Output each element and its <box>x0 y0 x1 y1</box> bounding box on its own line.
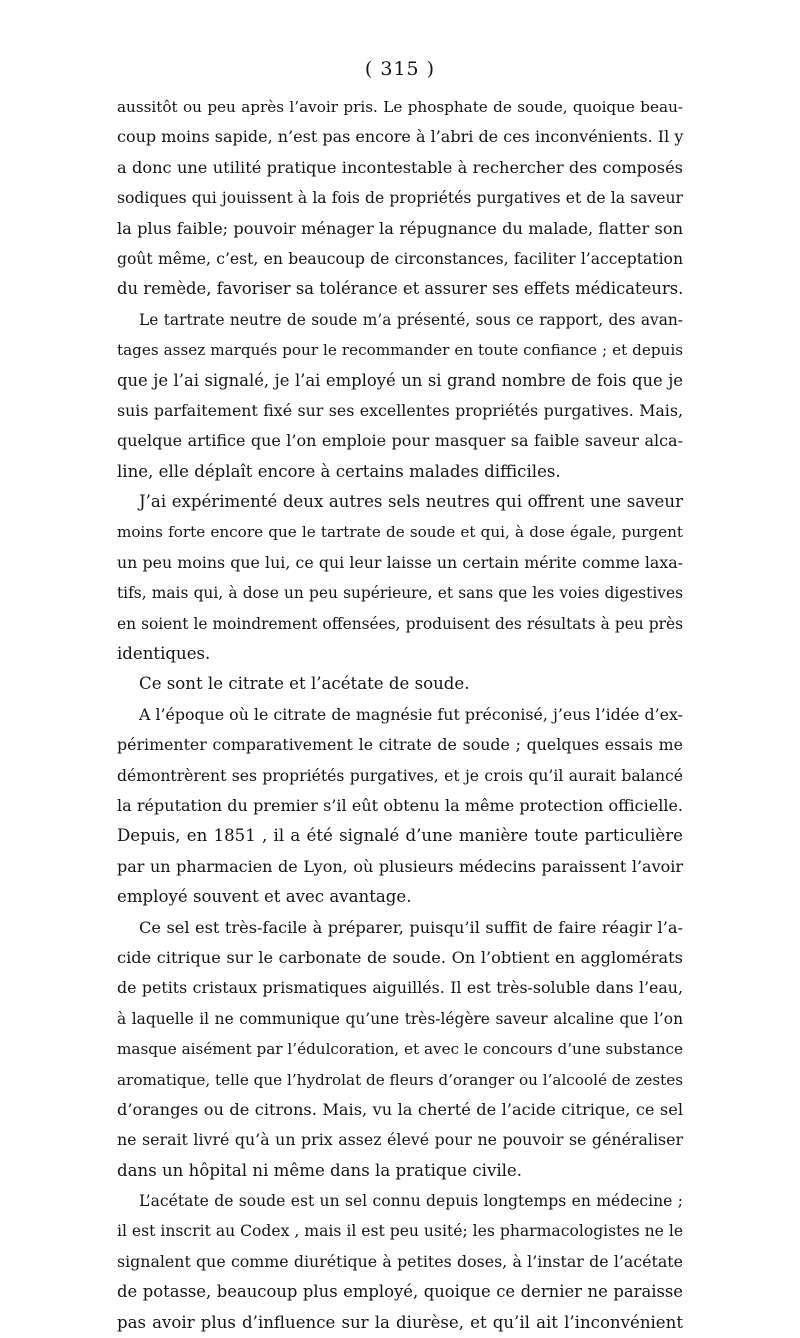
text-line: signalent que comme diurétique à petites doses, à l’instar de l’acétate <box>117 1251 683 1271</box>
text-line: Le tartrate neutre de soude m’a présenté, sous ce rapport, des avan- <box>139 310 683 329</box>
text-line: identiques. <box>117 644 211 664</box>
text-line: dans un hôpital ni même dans la pratique civile. <box>117 1160 523 1180</box>
text-line: quelque artifice que l’on emploie pour masquer sa faible saveur alca- <box>117 431 683 451</box>
text-line: par un pharmacien de Lyon, où plusieurs médecins paraissent l’avoir <box>117 856 683 876</box>
text-line: coup moins sapide, n’est pas encore à l’abri de ces inconvénients. Il y <box>117 127 684 147</box>
body-text <box>117 92 683 1338</box>
text-line: de petits cristaux prismatiques aiguillés. Il est très-soluble dans l’eau, <box>117 978 683 998</box>
text-line: cide citrique sur le carbonate de soude. On l’obtient en agglomérats <box>117 947 683 967</box>
text-line: du remède, favoriser sa tolérance et assurer ses effets médicateurs. <box>117 279 684 299</box>
text-line: d’oranges ou de citrons. Mais, vu la cherté de l’acide citrique, ce sel <box>117 1099 683 1119</box>
text-line: sodiques qui jouissent à la fois de propriétés purgatives et de la saveur <box>117 189 683 208</box>
text-line: A l’époque où le citrate de magnésie fut préconisé, j’eus l’idée d’ex- <box>139 704 683 724</box>
text-line: aussitôt ou peu après l’avoir pris. Le phosphate de soude, quoique beau- <box>117 98 683 116</box>
text-line: Depuis, en 1851 , il a été signalé d’une manière toute particulière <box>117 826 683 846</box>
text-line: périmenter comparativement le citrate de soude ; quelques essais me <box>117 735 683 755</box>
paragraph-3 <box>117 487 683 669</box>
text-line: la réputation du premier s’il eût obtenu la même protection officielle. <box>117 795 683 815</box>
text-line: masque aisément par l’édulcoration, et avec le concours d’une substance <box>117 1040 683 1059</box>
text-line: que je l’ai signalé, je l’ai employé un si grand nombre de fois que je <box>117 370 683 390</box>
text-line: J’ai expérimenté deux autres sels neutres qui offrent une saveur <box>139 492 683 512</box>
paragraph-5 <box>117 700 683 913</box>
text-line: aromatique, telle que l’hydrolat de fleurs d’oranger ou l’alcoolé de zestes <box>117 1070 683 1089</box>
text-line: tifs, mais qui, à dose un peu supérieure, et sans que les voies digestives <box>117 584 683 603</box>
paragraph-1 <box>117 92 683 305</box>
text-line: ne serait livré qu’à un prix assez élevé pour ne pouvoir se généraliser <box>117 1130 683 1150</box>
text-line: Ce sont le citrate et l’acétate de soude. <box>139 674 470 694</box>
paragraph-7 <box>117 1186 683 1338</box>
text-line: L’acétate de soude est un sel connu depuis longtemps en médecine ; <box>139 1192 683 1211</box>
text-line: un peu moins que lui, ce qui leur laisse un certain mérite comme laxa- <box>117 552 683 572</box>
text-line: démontrèrent ses propriétés purgatives, et je crois qu’il aurait balancé <box>117 766 683 785</box>
text-line: goût même, c’est, en beaucoup de circonstances, faciliter l’acceptation <box>117 249 683 268</box>
text-line: à laquelle il ne communique qu’une très-légère saveur alcaline que l’on <box>117 1009 683 1028</box>
text-line: tages assez marqués pour le recommander en toute confiance ; et depuis <box>117 341 683 360</box>
paragraph-2 <box>117 305 683 487</box>
text-line: pas avoir plus d’influence sur la diurèse, et qu’il ait l’inconvénient <box>117 1312 683 1332</box>
text-line: Ce sel est très-facile à préparer, puisqu’il suffit de faire réagir l’a- <box>139 917 683 937</box>
text-line: il est inscrit au Codex , mais il est peu usité; les pharmacologistes ne le <box>117 1222 684 1241</box>
text-line: line, elle déplaît encore à certains malades difficiles. <box>117 461 561 481</box>
text-line: en soient le moindrement offensées, produisent des résultats à peu près <box>117 614 683 633</box>
text-line: moins forte encore que le tartrate de soude et qui, à dose égale, purgent <box>117 523 683 542</box>
text-line: de potasse, beaucoup plus employé, quoique ce dernier ne paraisse <box>117 1282 683 1302</box>
text-line: la plus faible; pouvoir ménager la répugnance du malade, flatter son <box>117 218 683 238</box>
page-number: ( 315 ) <box>364 58 436 80</box>
text-line: a donc une utilité pratique incontestable à rechercher des composés <box>117 157 683 177</box>
text-line: employé souvent et avec avantage. <box>117 887 412 907</box>
paragraph-6 <box>117 913 683 1187</box>
paragraph-4 <box>117 669 683 699</box>
text-line: suis parfaitement fixé sur ses excellentes propriétés purgatives. Mais, <box>117 400 683 420</box>
